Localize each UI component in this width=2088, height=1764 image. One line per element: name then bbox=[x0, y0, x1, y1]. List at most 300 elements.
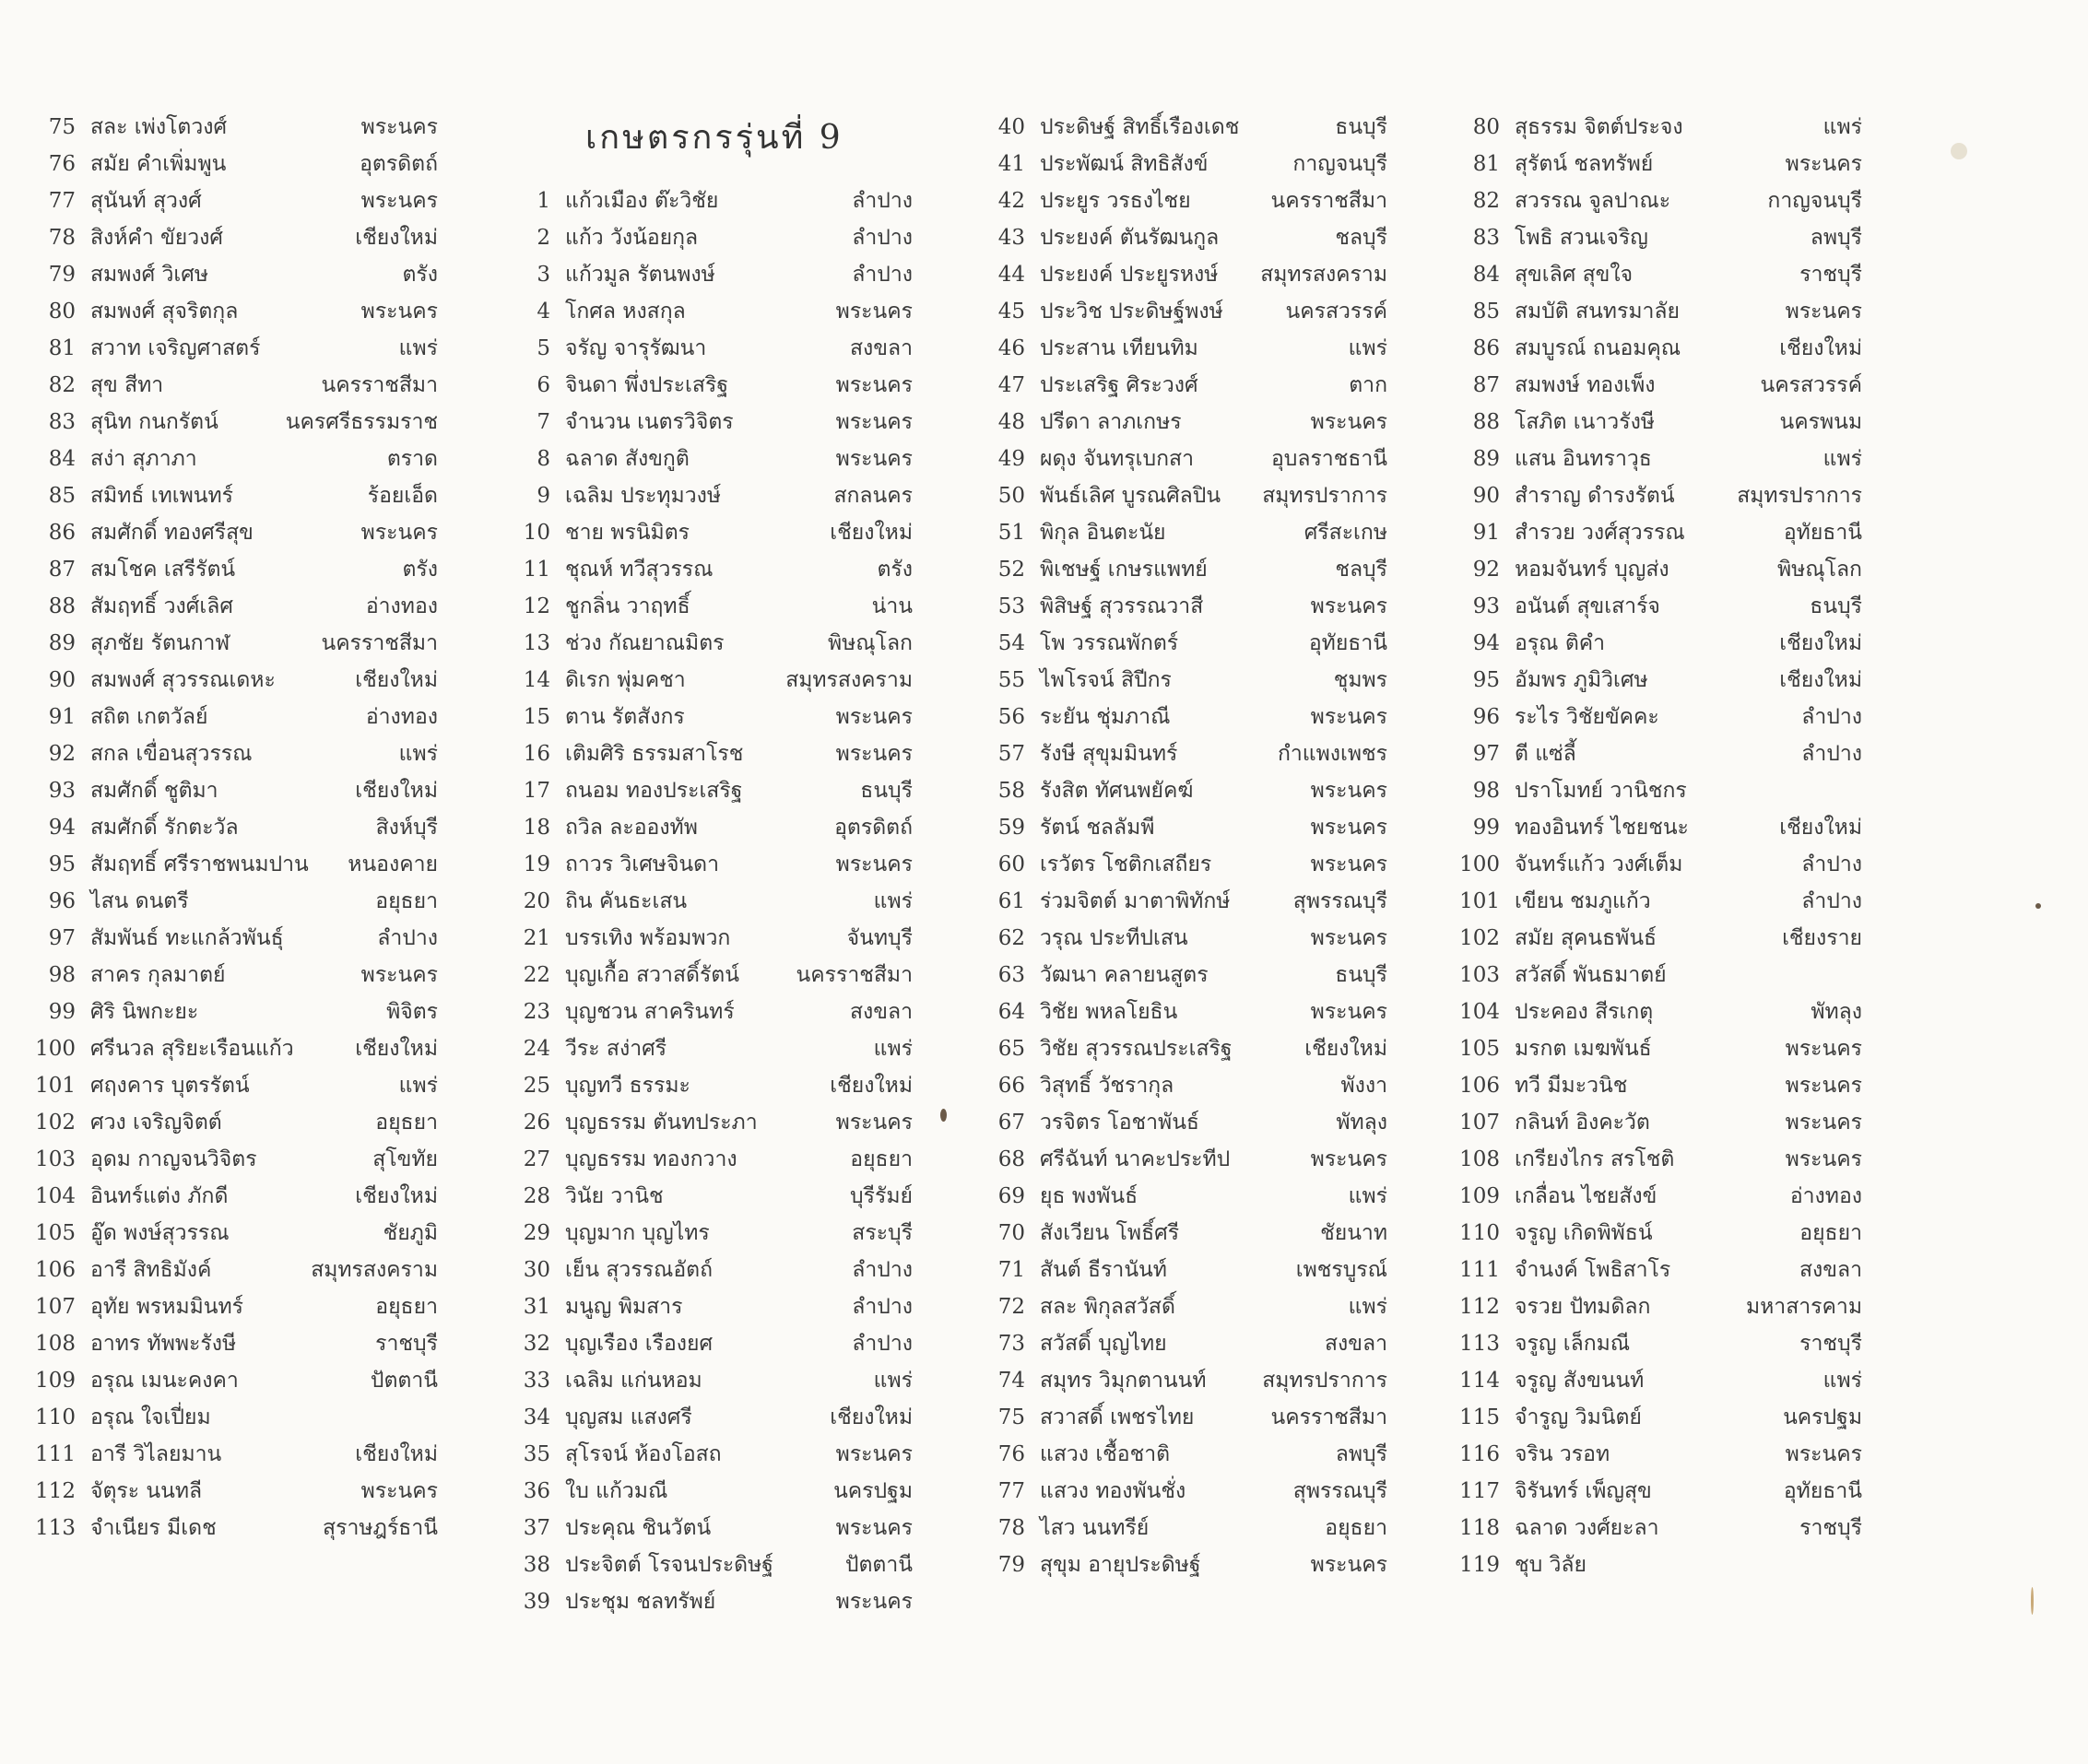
list-item bbox=[1452, 1325, 1862, 1362]
entry-number: 8 bbox=[537, 447, 550, 471]
entry-name: สัมฤทธิ์ ศรีราชพนมปาน bbox=[90, 853, 309, 876]
entry-province: ลำปาง bbox=[1801, 889, 1862, 913]
entry-province: เชียงใหม่ bbox=[355, 1442, 438, 1466]
entry-name: สมบูรณ์ ถนอมคุณ bbox=[1515, 336, 1681, 360]
entry-name: จรูญ เกิดพิพัธน์ bbox=[1515, 1221, 1653, 1245]
entry-name: บุญเรือง เรืองยศ bbox=[565, 1332, 714, 1356]
list-item bbox=[28, 1473, 438, 1510]
list-item bbox=[1452, 477, 1862, 514]
entry-province: ปัตตานี bbox=[370, 1369, 438, 1393]
entry-province: ราชบุรี bbox=[1799, 263, 1862, 287]
entry-number: 54 bbox=[997, 631, 1025, 655]
entry-province: สงขลา bbox=[849, 336, 913, 360]
entry-number: 3 bbox=[537, 263, 550, 287]
list-item bbox=[28, 772, 438, 809]
entry-number: 34 bbox=[523, 1405, 550, 1429]
list-item bbox=[28, 477, 438, 514]
list-item bbox=[28, 330, 438, 367]
entry-name: ถาวร วิเศษจินดา bbox=[565, 853, 720, 876]
entry-province: สมุทรสงคราม bbox=[311, 1258, 438, 1282]
entry-province: ธนบุรี bbox=[1335, 115, 1387, 139]
entry-province: แพร่ bbox=[398, 1074, 438, 1098]
entry-number: 19 bbox=[523, 853, 550, 876]
entry-number: 6 bbox=[537, 373, 550, 397]
entry-number: 50 bbox=[997, 484, 1025, 508]
entry-number: 47 bbox=[997, 373, 1025, 397]
column-4 bbox=[1452, 109, 1862, 1583]
entry-number: 89 bbox=[48, 631, 76, 655]
entry-name: เย็น สุวรรณอัตถ์ bbox=[565, 1258, 714, 1282]
entry-name: บุญธรรม ตันทประภา bbox=[565, 1111, 758, 1135]
entry-name: เกรียงไกร สรโชติ bbox=[1515, 1147, 1675, 1171]
list-item bbox=[502, 1288, 913, 1325]
entry-name: ระไร วิชัยขัคคะ bbox=[1515, 705, 1659, 729]
entry-number: 56 bbox=[997, 705, 1025, 729]
list-item bbox=[977, 1436, 1387, 1473]
entry-name: สุขเลิศ สุขใจ bbox=[1515, 263, 1634, 287]
entry-name: สมัย คำเพิ่มพูน bbox=[90, 152, 227, 176]
list-item bbox=[1452, 1067, 1862, 1104]
list-item bbox=[28, 293, 438, 330]
entry-number: 14 bbox=[523, 668, 550, 692]
list-item bbox=[1452, 957, 1862, 994]
entry-name: สุธรรม จิตต์ประจง bbox=[1515, 115, 1683, 139]
entry-province: พระนคร bbox=[360, 1479, 438, 1503]
entry-number: 71 bbox=[997, 1258, 1025, 1282]
entry-name: จรูญ สังขนนท์ bbox=[1515, 1369, 1645, 1393]
list-item bbox=[1452, 1104, 1862, 1141]
entry-name: สมโชค เสรีรัตน์ bbox=[90, 558, 236, 582]
entry-name: แสวง เชื้อชาติ bbox=[1040, 1442, 1171, 1466]
entry-number: 83 bbox=[1472, 226, 1500, 250]
entry-province: พิษณุโลก bbox=[827, 631, 913, 655]
entry-name: แสวง ทองพันชั่ง bbox=[1040, 1479, 1186, 1503]
list-item bbox=[977, 404, 1387, 441]
list-item bbox=[1452, 1030, 1862, 1067]
paper-speck bbox=[940, 1109, 947, 1122]
list-item bbox=[1452, 1510, 1862, 1546]
entry-number: 88 bbox=[48, 594, 76, 618]
entry-province: พระนคร bbox=[1310, 816, 1387, 840]
list-item bbox=[502, 1510, 913, 1546]
entry-province: สุราษฎร์ธานี bbox=[323, 1516, 438, 1540]
entry-number: 22 bbox=[523, 963, 550, 987]
list-item bbox=[977, 1104, 1387, 1141]
entry-number: 112 bbox=[1459, 1295, 1500, 1319]
entry-name: บรรเทิง พร้อมพวก bbox=[565, 926, 731, 950]
entry-number: 112 bbox=[35, 1479, 76, 1503]
entry-province: เชียงใหม่ bbox=[830, 1074, 913, 1098]
entry-number: 61 bbox=[997, 889, 1025, 913]
paper-speck bbox=[2035, 903, 2041, 909]
entry-name: สุโรจน์ ห้องโอสถ bbox=[565, 1442, 722, 1466]
entry-name: สวรรณ จูลปาณะ bbox=[1515, 189, 1671, 213]
entry-province: พระนคร bbox=[1785, 152, 1862, 176]
entry-number: 96 bbox=[1472, 705, 1500, 729]
entry-name: ประคุณ ชินวัตน์ bbox=[565, 1516, 712, 1540]
list-item bbox=[977, 994, 1387, 1030]
entry-number: 107 bbox=[1459, 1111, 1500, 1135]
entry-province: เพชรบูรณ์ bbox=[1295, 1258, 1387, 1282]
entry-name: สำราญ ดำรงรัตน์ bbox=[1515, 484, 1675, 508]
list-item bbox=[502, 994, 913, 1030]
entry-name: เขียน ชมภูแก้ว bbox=[1515, 889, 1651, 913]
entry-number: 94 bbox=[48, 816, 76, 840]
list-item bbox=[1452, 1215, 1862, 1252]
entry-name: อัมพร ภูมิวิเศษ bbox=[1515, 668, 1648, 692]
entry-name: สมพงศ์ วิเศษ bbox=[90, 263, 209, 287]
entry-province: นครสวรรค์ bbox=[1760, 373, 1862, 397]
entry-number: 85 bbox=[1472, 300, 1500, 323]
entry-name: บุญเกื้อ สวาสดิ์รัตน์ bbox=[565, 963, 739, 987]
list-item bbox=[28, 1252, 438, 1288]
entry-number: 57 bbox=[997, 742, 1025, 766]
entry-number: 75 bbox=[48, 115, 76, 139]
entry-province: จันทบุรี bbox=[846, 926, 913, 950]
entry-province: พระนคร bbox=[1310, 1553, 1387, 1577]
entry-name: อุดม กาญจนวิจิตร bbox=[90, 1147, 257, 1171]
entry-name: ประพัฒน์ สิทธิสังข์ bbox=[1040, 152, 1209, 176]
entry-province: พระนคร bbox=[1310, 705, 1387, 729]
entry-number: 10 bbox=[523, 521, 550, 545]
entry-number: 66 bbox=[997, 1074, 1025, 1098]
list-item bbox=[977, 293, 1387, 330]
entry-number: 30 bbox=[523, 1258, 550, 1282]
entry-name: พิสิษฐ์ สุวรรณวาสี bbox=[1040, 594, 1204, 618]
entry-name: ยุธ พงพันธ์ bbox=[1040, 1184, 1138, 1208]
list-item bbox=[28, 1325, 438, 1362]
list-item bbox=[28, 957, 438, 994]
entry-name: จริน วรอท bbox=[1515, 1442, 1610, 1466]
entry-province: พระนคร bbox=[360, 115, 438, 139]
entry-name: วรจิตร โอชาพันธ์ bbox=[1040, 1111, 1199, 1135]
list-item bbox=[28, 625, 438, 662]
entry-number: 95 bbox=[48, 853, 76, 876]
list-item bbox=[977, 1473, 1387, 1510]
entry-number: 108 bbox=[1459, 1147, 1500, 1171]
entry-name: ชูกลิ่น วาฤทธิ์ bbox=[565, 594, 690, 618]
list-item bbox=[28, 1362, 438, 1399]
list-item bbox=[977, 182, 1387, 219]
list-item bbox=[502, 883, 913, 920]
entry-name: สุนิท กนกรัตน์ bbox=[90, 410, 218, 434]
entry-name: บุญทวี ธรรมะ bbox=[565, 1074, 690, 1098]
entry-province: พระนคร bbox=[1785, 300, 1862, 323]
list-item bbox=[502, 846, 913, 883]
entry-name: ประคอง สีรเกตุ bbox=[1515, 1000, 1654, 1024]
entry-number: 103 bbox=[35, 1147, 76, 1171]
entry-number: 77 bbox=[997, 1479, 1025, 1503]
list-item bbox=[502, 920, 913, 957]
list-item bbox=[502, 1104, 913, 1141]
list-item bbox=[1452, 588, 1862, 625]
entry-number: 91 bbox=[1472, 521, 1500, 545]
entry-name: สันต์ ธีรานันท์ bbox=[1040, 1258, 1167, 1282]
list-item bbox=[977, 1546, 1387, 1583]
entry-name: ปรีดา ลาภเกษร bbox=[1040, 410, 1182, 434]
entry-number: 27 bbox=[523, 1147, 550, 1171]
entry-province: ลำปาง bbox=[852, 263, 913, 287]
entry-name: จิรันทร์ เพ็ญสุข bbox=[1515, 1479, 1652, 1503]
entry-name: ประจิตต์ โรจนประดิษฐ์ bbox=[565, 1553, 773, 1577]
entry-province: เชียงราย bbox=[1782, 926, 1862, 950]
entry-province: ร้อยเอ็ด bbox=[367, 484, 438, 508]
entry-name: แสน อินทราวุธ bbox=[1515, 447, 1652, 471]
entry-name: โกศล หงสกุล bbox=[565, 300, 686, 323]
entry-name: โพธิ สวนเจริญ bbox=[1515, 226, 1648, 250]
entry-name: ถนอม ทองประเสริฐ bbox=[565, 779, 743, 803]
list-item bbox=[1452, 367, 1862, 404]
entry-name: ประชุม ชลทรัพย์ bbox=[565, 1590, 716, 1614]
list-item bbox=[502, 1030, 913, 1067]
list-item bbox=[977, 846, 1387, 883]
paper-speck bbox=[2031, 1587, 2034, 1615]
entry-number: 31 bbox=[523, 1295, 550, 1319]
entry-name: ร่วมจิตต์ มาตาพิทักษ์ bbox=[1040, 889, 1231, 913]
entry-number: 23 bbox=[523, 1000, 550, 1024]
entry-province: นครสวรรค์ bbox=[1285, 300, 1387, 323]
list-item bbox=[28, 441, 438, 477]
list-item bbox=[1452, 1288, 1862, 1325]
entry-name: ถิน คันธะเสน bbox=[565, 889, 688, 913]
entry-name: สมัย สุคนธพันธ์ bbox=[1515, 926, 1657, 950]
list-item bbox=[28, 735, 438, 772]
entry-name: จำนวน เนตรวิจิตร bbox=[565, 410, 734, 434]
entry-province: นครพนม bbox=[1779, 410, 1862, 434]
entry-province: เชียงใหม่ bbox=[1779, 336, 1862, 360]
list-item bbox=[502, 588, 913, 625]
entry-name: ชุณห์ ทวีสุวรรณ bbox=[565, 558, 714, 582]
entry-number: 78 bbox=[48, 226, 76, 250]
entry-number: 109 bbox=[1459, 1184, 1500, 1208]
entry-name: จำรูญ วิมนิตย์ bbox=[1515, 1405, 1642, 1429]
entry-province: พระนคร bbox=[360, 189, 438, 213]
entry-province: เชียงใหม่ bbox=[355, 1037, 438, 1061]
list-item bbox=[502, 1067, 913, 1104]
entry-province: เชียงใหม่ bbox=[1779, 668, 1862, 692]
entry-province: พระนคร bbox=[1310, 853, 1387, 876]
entry-number: 80 bbox=[1472, 115, 1500, 139]
entry-province: ตาก bbox=[1349, 373, 1387, 397]
entry-name: อรุณ ใจเปี่ยม bbox=[90, 1405, 211, 1429]
entry-name: สละ เพ่งโตวงศ์ bbox=[90, 115, 228, 139]
list-item bbox=[502, 1325, 913, 1362]
entry-province: สมุทรสงคราม bbox=[1260, 263, 1387, 287]
list-item bbox=[28, 846, 438, 883]
list-item bbox=[502, 662, 913, 699]
entry-province: สิงห์บุรี bbox=[375, 816, 438, 840]
list-item bbox=[502, 293, 913, 330]
entry-name: สัมฤทธิ์ วงศ์เลิศ bbox=[90, 594, 233, 618]
entry-name: อารี วิไลยมาน bbox=[90, 1442, 222, 1466]
entry-province: สุพรรณบุรี bbox=[1292, 1479, 1387, 1503]
entry-name: ศวง เจริญจิตต์ bbox=[90, 1111, 222, 1135]
entry-number: 104 bbox=[35, 1184, 76, 1208]
entry-province: ธนบุรี bbox=[1335, 963, 1387, 987]
entry-province: แพร่ bbox=[873, 889, 913, 913]
entry-number: 94 bbox=[1472, 631, 1500, 655]
entry-province: พระนคร bbox=[1310, 1147, 1387, 1171]
entry-province: อุตรดิตถ์ bbox=[360, 152, 438, 176]
entry-province: ราชบุรี bbox=[375, 1332, 438, 1356]
entry-number: 52 bbox=[997, 558, 1025, 582]
entry-province: พระนคร bbox=[835, 373, 913, 397]
entry-number: 110 bbox=[35, 1405, 76, 1429]
page-heading: เกษตรกรรุ่นที่ 9 bbox=[585, 119, 843, 157]
entry-name: สุภชัย รัตนกาฬ bbox=[90, 631, 230, 655]
entry-name: สุขุม อายุประดิษฐ์ bbox=[1040, 1553, 1201, 1577]
list-item bbox=[1452, 883, 1862, 920]
entry-number: 90 bbox=[1472, 484, 1500, 508]
entry-number: 99 bbox=[1472, 816, 1500, 840]
entry-province: พระนคร bbox=[1785, 1037, 1862, 1061]
entry-province: หนองคาย bbox=[348, 853, 438, 876]
list-item bbox=[1452, 256, 1862, 293]
entry-province: สมุทรปราการ bbox=[1262, 1369, 1387, 1393]
entry-name: เกลื่อน ไชยสังข์ bbox=[1515, 1184, 1657, 1208]
list-item bbox=[502, 1178, 913, 1215]
entry-number: 104 bbox=[1459, 1000, 1500, 1024]
entry-number: 42 bbox=[997, 189, 1025, 213]
entry-number: 111 bbox=[1459, 1258, 1500, 1282]
entry-province: อยุธยา bbox=[850, 1147, 913, 1171]
entry-name: ศรีฉันท์ นาคะประทีป bbox=[1040, 1147, 1231, 1171]
entry-name: จำนงค์ โพธิสาโร bbox=[1515, 1258, 1671, 1282]
entry-number: 101 bbox=[1459, 889, 1500, 913]
entry-province: แพร่ bbox=[398, 336, 438, 360]
entry-number: 20 bbox=[523, 889, 550, 913]
entry-name: สัมพันธ์ ทะแกล้วพันธุ์ bbox=[90, 926, 284, 950]
entry-name: โพ วรรณพักตร์ bbox=[1040, 631, 1179, 655]
column-1 bbox=[28, 109, 438, 1546]
list-item bbox=[502, 1436, 913, 1473]
entry-number: 90 bbox=[48, 668, 76, 692]
entry-name: สุนันท์ สุวงศ์ bbox=[90, 189, 202, 213]
entry-name: อินทร์แต่ง ภักดี bbox=[90, 1184, 229, 1208]
list-item bbox=[1452, 441, 1862, 477]
list-item bbox=[28, 1510, 438, 1546]
entry-number: 106 bbox=[35, 1258, 76, 1282]
list-item bbox=[28, 404, 438, 441]
entry-province: พิจิตร bbox=[386, 1000, 438, 1024]
entry-number: 24 bbox=[523, 1037, 550, 1061]
entry-name: วิชัย พหลโยธิน bbox=[1040, 1000, 1178, 1024]
entry-name: บุญมาก บุญไทร bbox=[565, 1221, 710, 1245]
entry-number: 79 bbox=[48, 263, 76, 287]
entry-number: 100 bbox=[35, 1037, 76, 1061]
list-item bbox=[977, 1288, 1387, 1325]
entry-province: อ่างทอง bbox=[365, 705, 438, 729]
entry-province: อยุธยา bbox=[375, 889, 438, 913]
list-item bbox=[28, 219, 438, 256]
entry-name: เติมศิริ ธรรมสาโรช bbox=[565, 742, 744, 766]
entry-number: 5 bbox=[537, 336, 550, 360]
entry-number: 97 bbox=[1472, 742, 1500, 766]
entry-name: จรวย ปัทมดิลก bbox=[1515, 1295, 1651, 1319]
entry-name: สมพงศ์ สุจริตกุล bbox=[90, 300, 239, 323]
list-item bbox=[1452, 662, 1862, 699]
paper-speck bbox=[1951, 143, 1967, 159]
list-item bbox=[28, 367, 438, 404]
entry-name: สวัสดิ์ พันธมาตย์ bbox=[1515, 963, 1667, 987]
entry-number: 46 bbox=[997, 336, 1025, 360]
entry-name: อรุณ ติคำ bbox=[1515, 631, 1606, 655]
list-item bbox=[28, 1030, 438, 1067]
entry-number: 85 bbox=[48, 484, 76, 508]
list-item bbox=[502, 219, 913, 256]
entry-name: ศิริ นิพกะยะ bbox=[90, 1000, 199, 1024]
list-item bbox=[1452, 735, 1862, 772]
entry-number: 74 bbox=[997, 1369, 1025, 1393]
entry-province: เชียงใหม่ bbox=[830, 521, 913, 545]
entry-number: 40 bbox=[997, 115, 1025, 139]
entry-name: สมศักดิ์ ทองศรีสุข bbox=[90, 521, 254, 545]
entry-province: บุรีรัมย์ bbox=[850, 1184, 913, 1208]
entry-province: สกลนคร bbox=[833, 484, 913, 508]
list-item bbox=[1452, 994, 1862, 1030]
entry-province: แพร่ bbox=[1348, 1295, 1387, 1319]
list-item bbox=[502, 699, 913, 735]
entry-name: ประดิษฐ์ สิทธิ์เรืองเดช bbox=[1040, 115, 1240, 139]
entry-number: 92 bbox=[1472, 558, 1500, 582]
entry-name: จัตุระ นนทลี bbox=[90, 1479, 203, 1503]
list-item bbox=[502, 256, 913, 293]
list-item bbox=[1452, 625, 1862, 662]
entry-name: แก้วมูล รัตนพงษ์ bbox=[565, 263, 715, 287]
list-item bbox=[502, 1583, 913, 1620]
entry-province: แพร่ bbox=[1348, 336, 1387, 360]
column-2 bbox=[502, 182, 913, 1620]
entry-number: 100 bbox=[1459, 853, 1500, 876]
entry-number: 76 bbox=[997, 1442, 1025, 1466]
entry-province: เชียงใหม่ bbox=[355, 668, 438, 692]
entry-number: 44 bbox=[997, 263, 1025, 287]
entry-name: อาทร ทัพพะรังษี bbox=[90, 1332, 237, 1356]
entry-name: อนันต์ สุขเสาร์จ bbox=[1515, 594, 1660, 618]
entry-province: ลำปาง bbox=[852, 1295, 913, 1319]
entry-number: 96 bbox=[48, 889, 76, 913]
list-item bbox=[28, 1288, 438, 1325]
entry-name: จรัญ จารุรัฒนา bbox=[565, 336, 707, 360]
entry-name: อู๊ด พงษ์สุวรรณ bbox=[90, 1221, 230, 1245]
entry-province: พระนคร bbox=[1310, 594, 1387, 618]
list-item bbox=[977, 1030, 1387, 1067]
entry-province: ราชบุรี bbox=[1799, 1516, 1862, 1540]
entry-province: พิษณุโลก bbox=[1776, 558, 1862, 582]
list-item bbox=[28, 1178, 438, 1215]
entry-name: ศฤงคาร บุตรรัตน์ bbox=[90, 1074, 250, 1098]
entry-province: อุบลราชธานี bbox=[1270, 447, 1387, 471]
entry-number: 63 bbox=[997, 963, 1025, 987]
entry-province: สงขลา bbox=[1799, 1258, 1862, 1282]
entry-province: นครปฐม bbox=[1783, 1405, 1862, 1429]
entry-number: 29 bbox=[523, 1221, 550, 1245]
list-item bbox=[502, 477, 913, 514]
list-item bbox=[28, 551, 438, 588]
entry-number: 21 bbox=[523, 926, 550, 950]
list-item bbox=[1452, 551, 1862, 588]
list-item bbox=[1452, 109, 1862, 146]
entry-province: ลำปาง bbox=[852, 226, 913, 250]
list-item bbox=[977, 551, 1387, 588]
entry-province: กำแพงเพชร bbox=[1277, 742, 1387, 766]
entry-number: 48 bbox=[997, 410, 1025, 434]
entry-province: ธนบุรี bbox=[860, 779, 913, 803]
list-item bbox=[977, 699, 1387, 735]
list-item bbox=[977, 957, 1387, 994]
list-item bbox=[28, 588, 438, 625]
entry-name: ทองอินทร์ ไชยชนะ bbox=[1515, 816, 1689, 840]
